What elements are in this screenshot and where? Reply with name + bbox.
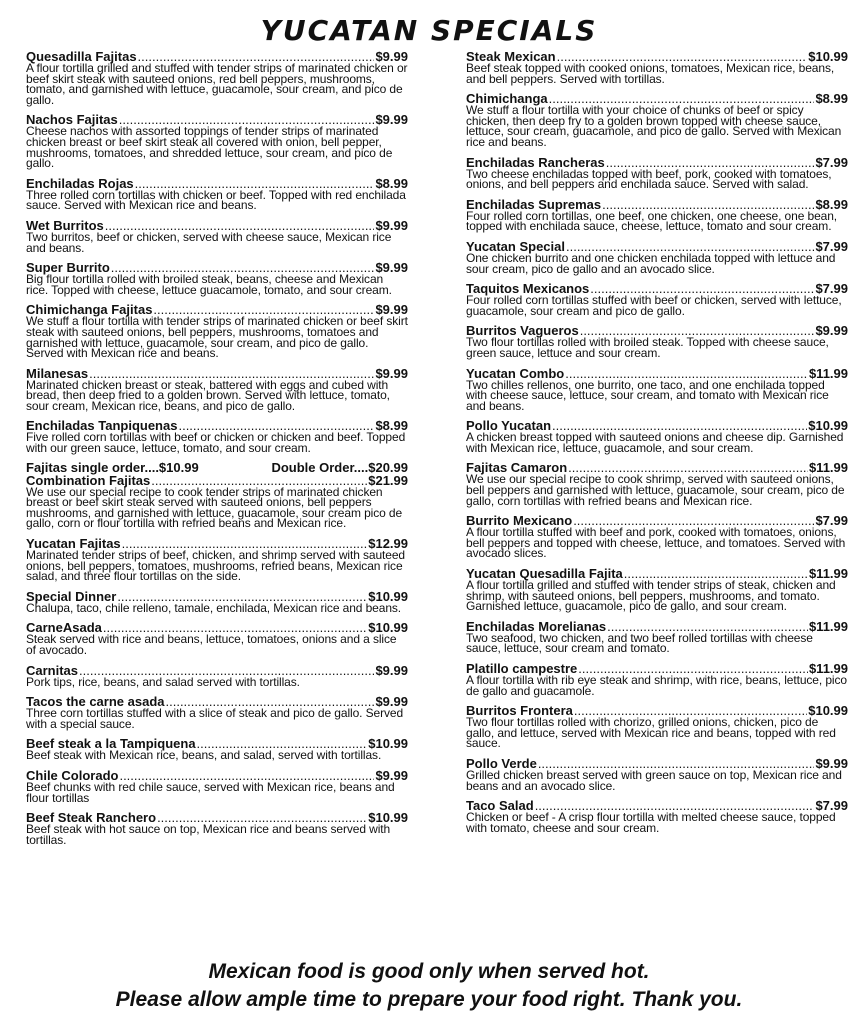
fajitas-order-line <box>26 459 408 475</box>
item-description: Beef steak topped with cooked onions, tomatoes, Mexican rice, beans, and bell peppers. Served with tortillas. <box>466 61 835 86</box>
item-price: $12.99 <box>368 536 408 552</box>
menu-item <box>26 737 408 761</box>
menu-item <box>26 811 408 845</box>
menu-item <box>26 112 408 171</box>
footer-note <box>0 958 858 1014</box>
item-price: $9.99 <box>375 662 408 678</box>
item-price: $11.99 <box>808 618 848 634</box>
menu-item <box>26 302 408 361</box>
item-price: $10.99 <box>808 418 848 434</box>
item-name: Wet Burritos <box>26 217 104 233</box>
item-name: Burritos Vagueros <box>466 323 579 339</box>
item-price: $7.99 <box>815 798 848 814</box>
item-description: Two chilles rellenos, one burrito, one taco, and one enchilada topped with cheese sauce, lettuce, sour cream, and tomato with Mexican rice and beans. <box>466 377 829 413</box>
menu-item <box>466 367 848 412</box>
menu-item <box>466 240 848 274</box>
menu-item <box>26 621 408 655</box>
item-description: Beef steak with Mexican rice, beans, and salad, served with tortillas. <box>26 748 382 763</box>
item-name: CarneAsada <box>26 620 102 636</box>
item-price: $8.99 <box>815 91 848 107</box>
item-description: Cheese nachos with assorted toppings of tender strips of marinated chicken breast or beef skirt steak all covered with onion, bell pepper, mushrooms, tomatoes, and shredded lettuce, sour cream, and pico de gallo. <box>26 124 393 171</box>
menu-item <box>26 367 408 412</box>
item-name: Chimichanga Fajitas <box>26 302 153 318</box>
item-name: Special Dinner <box>26 588 117 604</box>
menu-item <box>26 219 408 253</box>
item-description: Big flour tortilla rolled with broiled steak, beans, cheese and Mexican rice. Topped with cheese, lettuce guacamole, tomato, and sour cream. <box>26 272 392 297</box>
item-price: $11.99 <box>808 661 848 676</box>
menu-item <box>466 324 848 358</box>
item-description: Beef steak with hot sauce on top, Mexican rice and beans served with tortillas. <box>26 822 391 847</box>
item-description: One chicken burrito and one chicken enchilada topped with lettuce and sour cream, pico de gallo and an avocado slice. <box>466 250 836 276</box>
menu-item <box>466 419 848 453</box>
item-price: $10.99 <box>368 588 408 604</box>
item-description: Chicken or beef - A crisp flour tortilla with melted cheese sauce, topped with tomato, cheese and sour cream. <box>466 810 836 835</box>
fajitas-double-order: Double Order....$20.99 <box>271 459 408 475</box>
item-name: Platillo campestre <box>466 661 578 676</box>
item-name: Chimichanga <box>466 91 548 107</box>
item-name: Taquitos Mexicanos <box>466 281 590 297</box>
item-price: $9.99 <box>375 260 408 276</box>
item-description: Marinated tender strips of beef, chicken, and shrimp served with sauteed onions, bell peppers, tomatoes, mushrooms, refried beans, Mexican rice salad, and three flour tortillas on the side. <box>26 548 406 584</box>
menu-item <box>466 567 848 612</box>
item-name: Nachos Fajitas <box>26 112 118 128</box>
item-description: A flour tortilla with rib eye steak and shrimp, with rice, beans, lettuce, pico de gallo and guacamole. <box>466 673 847 698</box>
item-price: $8.99 <box>375 418 408 434</box>
item-name: Carnitas <box>26 662 79 678</box>
menu-item <box>466 757 848 791</box>
item-description: We stuff a flour tortilla with tender strips of marinated chicken or beef skirt steak with sauteed onions, bell peppers, mushrooms, tomatoes and garnished with lettuce, guacamole, sour cream, and pico de gallo. Served with Mexican rice and beans. <box>26 314 408 361</box>
item-name: Beef steak a la Tampiquena <box>26 736 196 752</box>
item-price: $9.99 <box>815 323 848 339</box>
item-name: Steak Mexican <box>466 49 556 64</box>
menu-title: YUCATAN SPECIALS <box>260 14 598 47</box>
menu-item <box>466 620 848 654</box>
item-description: Marinated chicken breast or steak, battered with eggs and cubed with bread, then deep fried to a golden brown. Served with lettuce, tomato, sour cream, Mexican rice, beans, and pico de gallo. <box>26 377 390 413</box>
menu-item <box>466 514 848 559</box>
item-description: Three rolled corn tortillas with chicken or beef. Topped with red enchilada sauce. Served with Mexican rice and beans. <box>26 187 406 213</box>
fajitas-single-order: Fajitas single order....$10.99 <box>26 459 199 475</box>
menu-item <box>466 662 848 696</box>
item-price: $10.99 <box>808 703 848 719</box>
menu-item <box>466 799 848 833</box>
item-description: Two flour tortillas rolled with chorizo, grilled onions, chicken, pico de gallo, and lettuce, served with Mexican rice and beans, topped with red sauce. <box>466 715 836 751</box>
item-name: Taco Salad <box>466 798 534 814</box>
left-column <box>26 50 408 853</box>
item-name: Enchiladas Rancheras <box>466 154 605 170</box>
item-price: $9.99 <box>375 694 408 710</box>
item-name: Yucatan Combo <box>466 365 565 381</box>
item-description: Four rolled corn tortillas, one beef, one chicken, one cheese, one bean, topped with enchilada sauce, cheese, lettuce, tomato and sour cream. <box>466 208 838 234</box>
item-price: $9.99 <box>375 112 408 128</box>
item-description: Four rolled corn tortillas stuffed with beef or chicken, served with lettuce, guacamole, sour cream and pico de gallo. <box>466 293 842 318</box>
item-description: Grilled chicken breast served with green sauce on top, Mexican rice and beans and an avocado slice. <box>466 767 842 793</box>
item-name: Fajitas Camaron <box>466 460 568 476</box>
item-description: We stuff a flour tortilla with your choice of chunks of beef or spicy chicken, then deep fry to a golden brown topped with cheese sauce, lettuce, sour cream, guacamole, and pico de gallo. Served with Mexican rice and beans. <box>466 103 842 149</box>
menu-item <box>26 177 408 211</box>
item-description: We use our special recipe to cook shrimp, served with sauteed onions, bell peppers and garnished with lettuce, guacamole, sour cream, pico de gallo, corn tortillas with refried beans and Mexican rice. <box>466 472 845 508</box>
item-price: $11.99 <box>808 460 848 476</box>
item-description: A flour tortilla grilled and stuffed with tender strips of marinated chicken or beef skirt steak with sauteed onions, red bell peppers, mushrooms, tomato, and garnished with lettuce, guacamole, sour cream, and pico de gallo. <box>26 61 408 107</box>
item-description: A flour tortilla grilled and stuffed with tender strips of steak, chicken and shrimp, with sauteed onions, bell peppers, mushrooms, and tomato. Garnished lettuce, guacamole, pico de gallo, and sour cream. <box>466 578 836 614</box>
item-price: $10.99 <box>808 49 848 64</box>
menu-item <box>26 664 408 688</box>
menu-item <box>466 50 848 84</box>
item-description: A chicken breast topped with sauteed onions and cheese dip. Garnished with Mexican rice, lettuce, guacamole, and sour cream. <box>466 430 844 455</box>
item-description: Two flour tortillas rolled with broiled steak. Topped with cheese sauce, green sauce, lettuce and sour cream. <box>466 335 829 360</box>
item-name: Yucatan Fajitas <box>26 536 121 552</box>
item-name: Burritos Frontera <box>466 703 573 719</box>
item-name: Super Burrito <box>26 260 110 276</box>
item-price: $11.99 <box>808 365 848 381</box>
item-description: Beef chunks with red chile sauce, served with Mexican rice, beans and flour tortillas <box>26 779 395 805</box>
item-name: Enchiladas Rojas <box>26 175 134 191</box>
item-price: $11.99 <box>808 566 848 582</box>
footer-line-2: Please allow ample time to prepare your food right. Thank you. <box>115 988 743 1011</box>
item-name: Chile Colorado <box>26 767 119 783</box>
item-description: Five rolled corn tortillas with beef or chicken or chicken and beef. Topped with our green sauce, lettuce, tomato, and sour cream. <box>26 430 406 456</box>
item-price: $7.99 <box>815 281 848 297</box>
item-price: $7.99 <box>815 154 848 170</box>
item-name: Combination Fajitas <box>26 472 151 488</box>
item-price: $8.99 <box>375 175 408 191</box>
menu-item <box>26 537 408 582</box>
item-name: Beef Steak Ranchero <box>26 810 157 826</box>
item-name: Enchiladas Morelianas <box>466 618 607 634</box>
item-price: $9.99 <box>375 217 408 233</box>
item-price: $8.99 <box>815 196 848 212</box>
menu-item <box>466 461 848 506</box>
item-description: A flour tortilla stuffed with beef and pork, cooked with tomatoes, onions, bell peppers and topped with cheese, lettuce, and tomatoes. Served with avocado slices. <box>466 525 846 561</box>
item-price: $9.99 <box>375 365 408 381</box>
menu-item <box>26 590 408 614</box>
menu-item <box>466 704 848 749</box>
item-name: Pollo Yucatan <box>466 418 552 434</box>
menu-item <box>466 198 848 232</box>
menu-item <box>466 282 848 316</box>
item-description: Two seafood, two chicken, and two beef rolled tortillas with cheese sauce, lettuce, sour cream and tomato. <box>466 630 813 656</box>
item-description: Two burritos, beef or chicken, served with cheese sauce, Mexican rice and beans. <box>26 229 392 255</box>
item-name: Milanesas <box>26 365 89 381</box>
item-name: Quesadilla Fajitas <box>26 49 137 64</box>
menu-item-fajitas <box>26 459 408 531</box>
item-name: Pollo Verde <box>466 755 537 771</box>
item-description: We use our special recipe to cook tender strips of marinated chicken breast or beef skirt steak served with sauteed onions, bell peppers mushrooms, and garnished with lettuce, guacamole, sour cream pico de gallo, corn or flour tortilla with refried beans and Mexican rice. <box>26 484 403 531</box>
item-description: Chalupa, taco, chile relleno, tamale, enchilada, Mexican rice and beans. <box>26 600 402 615</box>
item-description: Three corn tortillas stuffed with a slice of steak and pico de gallo. Served with a special sauce. <box>26 706 404 731</box>
item-name: Enchiladas Supremas <box>466 196 602 212</box>
item-price: $9.99 <box>815 755 848 771</box>
item-name: Yucatan Special <box>466 238 565 254</box>
menu-item <box>26 418 408 456</box>
item-description: Steak served with rice and beans, lettuce, tomatoes, onions and a slice of avocado. <box>26 632 397 657</box>
item-name: Yucatan Quesadilla Fajita <box>466 566 623 582</box>
menu-item <box>26 769 408 803</box>
menu-item <box>466 92 848 147</box>
item-price: $9.99 <box>375 302 408 318</box>
menu-item <box>26 261 408 295</box>
item-name: Enchiladas Tanpiquenas <box>26 418 178 434</box>
item-name: Tacos the carne asada <box>26 694 165 710</box>
item-price: $10.99 <box>368 736 408 752</box>
item-name: Burrito Mexicano <box>466 513 573 529</box>
item-price: $10.99 <box>368 620 408 636</box>
item-description: Two cheese enchiladas topped with beef, pork, cooked with tomatoes, onions, and bell peppers and enchilada sauce. Served with salad. <box>466 166 832 192</box>
footer-line-1: Mexican food is good only when served hot. <box>208 960 650 983</box>
menu-item <box>466 156 848 190</box>
item-description: Pork tips, rice, beans, and salad served with tortillas. <box>26 674 300 689</box>
item-price: $7.99 <box>815 238 848 254</box>
right-column <box>466 50 848 841</box>
item-price: $10.99 <box>368 810 408 826</box>
item-price: $7.99 <box>815 513 848 529</box>
menu-item <box>26 695 408 729</box>
menu-item <box>26 50 408 105</box>
item-price: $9.99 <box>375 49 408 64</box>
item-price: $9.99 <box>375 767 408 783</box>
item-price: $21.99 <box>368 472 408 488</box>
